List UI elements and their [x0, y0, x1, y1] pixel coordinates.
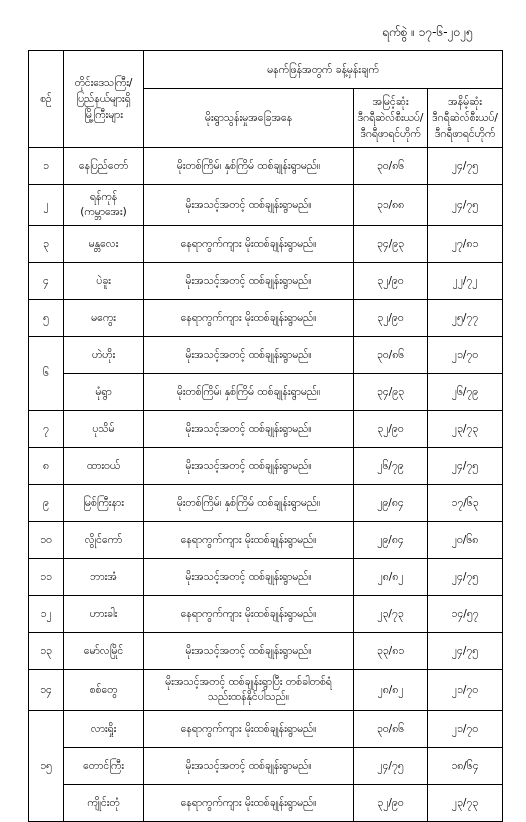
city-name: မော်လမြိုင် — [83, 644, 124, 657]
city-name: လားရှိုး — [90, 722, 117, 735]
city-cell — [64, 448, 144, 485]
table-row — [29, 559, 503, 596]
weather-cell — [144, 263, 354, 300]
weather-text: မိုးအသင့်အတင့် ထစ်ချုန်းရွာမည်။ — [185, 459, 312, 472]
min-temp-cell: ၂၃/၇၃ — [428, 411, 503, 448]
min-temp-cell: ၂၆/၇၉ — [428, 374, 503, 411]
max-temp-cell: ၃၀/၈၆ — [354, 337, 428, 374]
row-number: ၃ — [29, 226, 64, 263]
table-row — [29, 300, 503, 337]
city-name: နေပြည်တော် — [78, 159, 129, 172]
max-temp-cell: ၃၂/၉၀ — [354, 785, 428, 822]
max-temp-cell: ၃၄/၉၃ — [354, 374, 428, 411]
max-temp-cell: ၃၃/၈၁ — [354, 633, 428, 670]
table-row — [29, 263, 503, 300]
city-cell — [64, 670, 144, 711]
header-no: စဉ် — [29, 51, 64, 148]
city-cell — [64, 633, 144, 670]
min-temp-cell: ၂၂/၇၂ — [428, 263, 503, 300]
min-temp-cell: ၂၄/၇၅ — [428, 633, 503, 670]
max-temp-cell: ၃၁/၈၈ — [354, 185, 428, 226]
min-temp-cell: ၂၄/၇၅ — [428, 148, 503, 185]
min-temp-cell: ၂၄/၇၅ — [428, 448, 503, 485]
weather-text: နေရာကွက်ကျား မိုးထစ်ချုန်းရွာမည်။ — [180, 796, 317, 809]
min-temp-cell: ၂၅/၇၇ — [428, 300, 503, 337]
table-row — [29, 148, 503, 185]
weather-cell — [144, 596, 354, 633]
weather-text: နေရာကွက်ကျား မိုးထစ်ချုန်းရွာမည်။ — [180, 607, 317, 620]
city-name: ရန်ကုန် — [89, 191, 118, 203]
table-row — [29, 337, 503, 374]
header-max-line: အမြင့်ဆုံး — [372, 96, 409, 108]
max-temp-cell: ၂၃/၇၃ — [354, 596, 428, 633]
header-max-temp — [354, 89, 428, 148]
min-temp-cell: ၂၁/၇၀ — [428, 670, 503, 711]
row-number: ၅ — [29, 300, 64, 337]
city-cell — [64, 522, 144, 559]
city-cell — [64, 596, 144, 633]
city-cell — [64, 337, 144, 374]
city-name: ဘားအံ — [90, 570, 117, 583]
weather-text: မိုးအသင့်အတင့် ထစ်ချုန်းရွာမည်။ — [185, 422, 312, 435]
weather-text: နေရာကွက်ကျား မိုးထစ်ချုန်းရွာမည်။ — [180, 722, 317, 735]
city-name: ဟဲဟိုး — [91, 348, 116, 361]
max-temp-cell: ၂၈/၈၂ — [354, 559, 428, 596]
row-number: ၁၃ — [29, 633, 64, 670]
weather-cell — [144, 374, 354, 411]
weather-cell — [144, 785, 354, 822]
weather-cell — [144, 559, 354, 596]
header-city-line: မြို့ကြီးများ — [84, 109, 123, 121]
weather-cell — [144, 411, 354, 448]
weather-text: မိုးအသင့်အတင့် ထစ်ချုန်းရွာမည်။ — [185, 570, 312, 583]
table-row — [29, 522, 503, 559]
min-temp-cell: ၂၄/၇၅ — [428, 185, 503, 226]
city-cell — [64, 411, 144, 448]
city-name: မြစ်ကြီးနား — [83, 496, 124, 509]
table-row — [29, 185, 503, 226]
min-temp-cell: ၁၇/၆၃ — [428, 485, 503, 522]
city-cell — [64, 300, 144, 337]
max-temp-cell: ၃၀/၈၆ — [354, 711, 428, 748]
weather-cell — [144, 185, 354, 226]
city-name: မန္တလေး — [88, 237, 119, 250]
row-number: ၉ — [29, 485, 64, 522]
weather-text: မိုးအသင့်အတင့် ထစ်ချုန်းရွာပြီး တစ်ခါတစ်ရံ — [165, 676, 332, 688]
city-name: ထားဝယ် — [86, 459, 121, 472]
row-number: ၈ — [29, 448, 64, 485]
row-number: ၁၅ — [29, 711, 64, 822]
city-name: စစ်တွေ — [89, 683, 118, 696]
max-temp-cell: ၂၈/၈၂ — [354, 670, 428, 711]
max-temp-cell: ၃၂/၉၀ — [354, 411, 428, 448]
city-name: ကျိုင်းတုံ — [87, 796, 120, 809]
header-max-line: ဒီဂရီဆဲလ်စီးယပ်/ — [357, 112, 424, 124]
city-name: မုံရွာ — [95, 385, 112, 398]
weather-cell — [144, 633, 354, 670]
weather-text: နေရာကွက်ကျား မိုးထစ်ချုန်းရွာမည်။ — [180, 237, 317, 250]
header-max-line: ဒီဂရီဖာရင်ဟိုက် — [360, 128, 421, 140]
header-min-line: အနိမ့်ဆုံး — [448, 96, 482, 108]
table-row — [29, 711, 503, 748]
header-min-temp — [428, 89, 503, 148]
weather-text: မိုးအသင့်အတင့် ထစ်ချုန်းရွာမည်။ — [185, 644, 312, 657]
city-cell — [64, 711, 144, 748]
city-name: လွိုင်ကော် — [84, 533, 123, 546]
weather-cell — [144, 448, 354, 485]
weather-cell — [144, 485, 354, 522]
city-name: (ကမ္ဘာအေး) — [80, 206, 127, 218]
max-temp-cell: ၃၂/၉၀ — [354, 263, 428, 300]
max-temp-cell: ၂၉/၈၄ — [354, 522, 428, 559]
max-temp-cell: ၂၆/၇၉ — [354, 448, 428, 485]
weather-cell — [144, 711, 354, 748]
row-number: ၂ — [29, 185, 64, 226]
table-row — [29, 596, 503, 633]
weather-text: မိုးအသင့်အတင့် ထစ်ချုန်းရွာမည်။ — [185, 759, 312, 772]
row-number: ၇ — [29, 411, 64, 448]
header-min-line: ဒီဂရီဆဲလ်စီးယပ်/ — [432, 112, 498, 124]
weather-forecast-table — [28, 50, 503, 822]
min-temp-cell: ၂၃/၇၃ — [428, 785, 503, 822]
city-cell — [64, 185, 144, 226]
max-temp-cell: ၃၄/၉၃ — [354, 226, 428, 263]
city-cell — [64, 263, 144, 300]
weather-text: မိုးတစ်ကြိမ်၊ နှစ်ကြိမ် ထစ်ချုန်းရွာမည်။ — [176, 496, 321, 509]
row-number: ၁၂ — [29, 596, 64, 633]
weather-cell — [144, 748, 354, 785]
row-number: ၁၄ — [29, 670, 64, 711]
table-row — [29, 411, 503, 448]
row-number: ၄ — [29, 263, 64, 300]
city-cell — [64, 785, 144, 822]
header-min-line: ဒီဂရီဖာရင်ဟိုက် — [434, 128, 496, 140]
min-temp-cell: ၂၀/၆၈ — [428, 522, 503, 559]
city-cell — [64, 748, 144, 785]
min-temp-cell: ၂၇/၈၁ — [428, 226, 503, 263]
city-name: တောင်ကြီး — [83, 759, 124, 772]
weather-cell — [144, 226, 354, 263]
city-cell — [64, 485, 144, 522]
weather-text: နေရာကွက်ကျား မိုးထစ်ချုန်းရွာမည်။ — [180, 311, 317, 324]
table-row — [29, 374, 503, 411]
max-temp-cell: ၂၄/၇၅ — [354, 748, 428, 785]
forecast-rows — [29, 148, 503, 822]
weather-text: မိုးအသင့်အတင့် ထစ်ချုန်းရွာမည်။ — [185, 274, 312, 287]
weather-cell — [144, 670, 354, 711]
document-date: ရက်စွဲ ။ ၁၇-၆-၂၀၂၅ — [382, 25, 473, 39]
city-name: ပဲခူး — [96, 274, 111, 287]
min-temp-cell: ၂၁/၇၀ — [428, 337, 503, 374]
city-name: မကွေး — [91, 311, 116, 324]
table-row — [29, 633, 503, 670]
table-row — [29, 485, 503, 522]
min-temp-cell: ၁၄/၅၇ — [428, 596, 503, 633]
row-number: ၆ — [29, 337, 64, 411]
city-cell — [64, 559, 144, 596]
max-temp-cell: ၃၂/၉၀ — [354, 300, 428, 337]
row-number: ၁၁ — [29, 559, 64, 596]
min-temp-cell: ၂၄/၇၅ — [428, 559, 503, 596]
row-number: ၁ — [29, 148, 64, 185]
table-row — [29, 226, 503, 263]
weather-cell — [144, 300, 354, 337]
table-row — [29, 748, 503, 785]
table-row — [29, 448, 503, 485]
table-row — [29, 785, 503, 822]
header-forecast: မနက်ဖြန်အတွက် ခန့်မှန်းချက် — [144, 51, 503, 89]
max-temp-cell: ၃၀/၈၆ — [354, 148, 428, 185]
weather-cell — [144, 337, 354, 374]
weather-text: မိုးတစ်ကြိမ်၊ နှစ်ကြိမ် ထစ်ချုန်းရွာမည်။ — [176, 385, 321, 398]
header-city-line: ပြည်နယ်များရှိ — [76, 93, 131, 105]
weather-text: နေရာကွက်ကျား မိုးထစ်ချုန်းရွာမည်။ — [180, 533, 317, 546]
weather-cell — [144, 148, 354, 185]
city-cell — [64, 374, 144, 411]
row-number: ၁၀ — [29, 522, 64, 559]
city-cell — [64, 226, 144, 263]
max-temp-cell: ၂၉/၈၄ — [354, 485, 428, 522]
weather-text: မိုးတစ်ကြိမ်၊ နှစ်ကြိမ် ထစ်ချုန်းရွာမည်။ — [176, 159, 321, 172]
header-weather: မိုးရွာသွန်းမှုအခြေအနေ — [144, 89, 354, 148]
city-name: ဟားခါး — [89, 607, 118, 620]
weather-cell — [144, 522, 354, 559]
min-temp-cell: ၁၈/၆၄ — [428, 748, 503, 785]
weather-text: သည်းထန်နိုင်ပါသည်။ — [207, 691, 290, 703]
weather-text: မိုးအသင့်အတင့် ထစ်ချုန်းရွာမည်။ — [185, 348, 312, 361]
table-row — [29, 670, 503, 711]
header-city — [64, 51, 144, 148]
city-cell — [64, 148, 144, 185]
header-city-line: တိုင်းဒေသကြီး/ — [74, 77, 133, 89]
min-temp-cell: ၂၁/၇၀ — [428, 711, 503, 748]
city-name: ပုသိမ် — [92, 422, 115, 435]
weather-text: မိုးအသင့်အတင့် ထစ်ချုန်းရွာမည်။ — [185, 198, 312, 211]
